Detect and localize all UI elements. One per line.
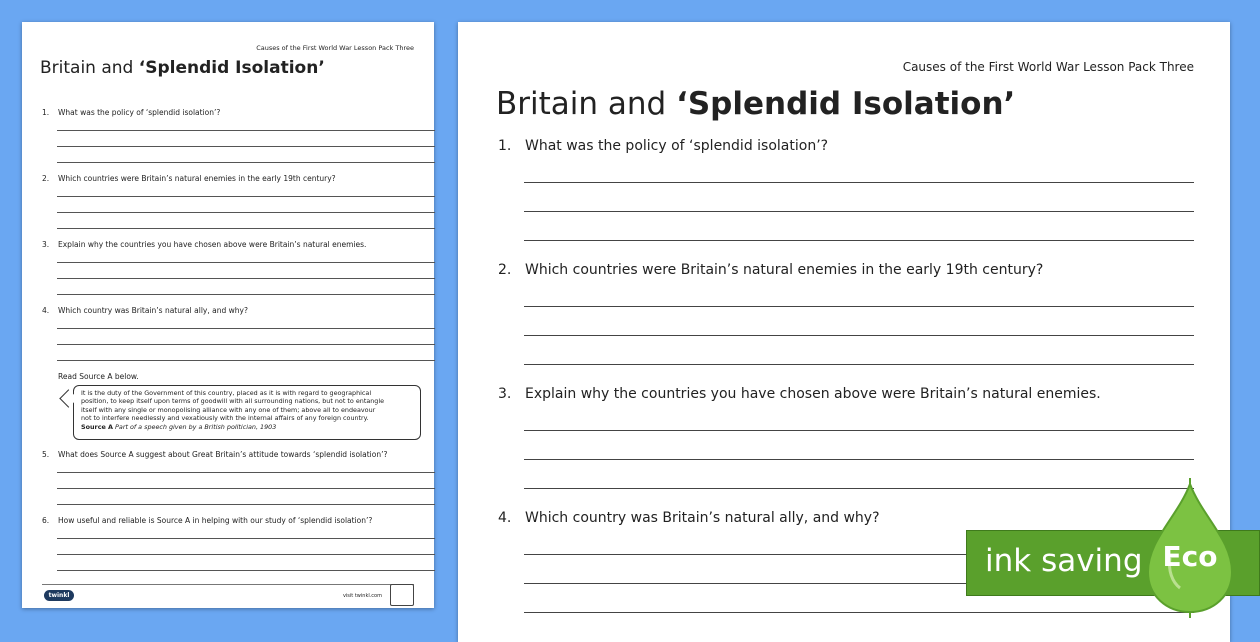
answer-line[interactable]	[57, 162, 435, 163]
question-4: 4. Which country was Britain’s natural ally, and why?	[42, 306, 248, 315]
answer-line[interactable]	[57, 328, 435, 329]
answer-line[interactable]	[524, 430, 1194, 431]
answer-line[interactable]	[57, 294, 435, 295]
question-2: 2. Which countries were Britain’s natural enemies in the early 19th century?	[42, 174, 336, 183]
answer-line[interactable]	[524, 306, 1194, 307]
answer-line[interactable]	[57, 228, 435, 229]
ink-saving-label: ink saving	[985, 543, 1143, 579]
answer-line[interactable]	[57, 262, 435, 263]
question-5: 5. What does Source A suggest about Great Britain’s attitude towards ‘splendid isolation’?	[42, 450, 388, 459]
eco-badge-label: Eco	[1162, 540, 1218, 573]
answer-line[interactable]	[524, 240, 1194, 241]
answer-line[interactable]	[57, 130, 435, 131]
visit-link[interactable]: visit twinkl.com	[342, 593, 382, 599]
question-1: 1. What was the policy of ‘splendid isolation’?	[498, 138, 829, 154]
source-caption: Source A Part of a speech given by a British politician, 1903	[81, 423, 277, 432]
worksheet-thumbnail-page	[22, 22, 434, 608]
footer-divider	[42, 584, 414, 585]
answer-line[interactable]	[524, 612, 1194, 613]
source-a-quote-box	[73, 385, 421, 440]
answer-line[interactable]	[524, 488, 1194, 489]
answer-line[interactable]	[57, 472, 435, 473]
answer-line[interactable]	[524, 364, 1194, 365]
answer-line[interactable]	[57, 570, 435, 571]
answer-line[interactable]	[57, 488, 435, 489]
lesson-pack-header: Causes of the First World War Lesson Pack Three	[902, 60, 1194, 74]
source-line: It is the duty of the Government of this country, placed as it is with regard to geographical	[81, 389, 372, 397]
twinkl-logo: twinkl	[44, 590, 74, 601]
answer-line[interactable]	[524, 182, 1194, 183]
answer-line[interactable]	[57, 212, 435, 213]
answer-line[interactable]	[57, 344, 435, 345]
question-3: 3. Explain why the countries you have chosen above were Britain’s natural enemies.	[42, 240, 367, 249]
source-line: not to interfere needlessly and vexatiously with the internal affairs of any foreign country.	[81, 413, 369, 422]
answer-line[interactable]	[57, 554, 435, 555]
answer-line[interactable]	[57, 538, 435, 539]
read-source-instruction: Read Source A below.	[58, 372, 139, 381]
lesson-pack-header: Causes of the First World War Lesson Pack Three	[256, 44, 414, 52]
answer-line[interactable]	[57, 196, 435, 197]
source-line: position, to keep itself upon terms of goodwill with all surrounding nations, but not to entangle	[81, 397, 385, 406]
answer-line[interactable]	[524, 459, 1194, 460]
quality-badge-icon	[390, 584, 414, 606]
question-2: 2. Which countries were Britain’s natural enemies in the early 19th century?	[498, 262, 1044, 278]
source-line: itself with any single or monopolising alliance with any one of them; above all to endeavour	[81, 405, 376, 414]
worksheet-title: Britain and ‘Splendid Isolation’	[40, 58, 325, 78]
answer-line[interactable]	[524, 211, 1194, 212]
answer-line[interactable]	[57, 360, 435, 361]
answer-line[interactable]	[57, 278, 435, 279]
question-4: 4. Which country was Britain’s natural ally, and why?	[498, 510, 880, 526]
question-1: 1. What was the policy of ‘splendid isolation’?	[42, 108, 221, 117]
answer-line[interactable]	[57, 146, 435, 147]
answer-line[interactable]	[524, 335, 1194, 336]
question-6: 6. How useful and reliable is Source A in helping with our study of ‘splendid isolation’?	[42, 516, 373, 525]
answer-line[interactable]	[57, 504, 435, 505]
worksheet-title: Britain and ‘Splendid Isolation’	[496, 86, 1016, 122]
question-3: 3. Explain why the countries you have chosen above were Britain’s natural enemies.	[498, 386, 1101, 402]
